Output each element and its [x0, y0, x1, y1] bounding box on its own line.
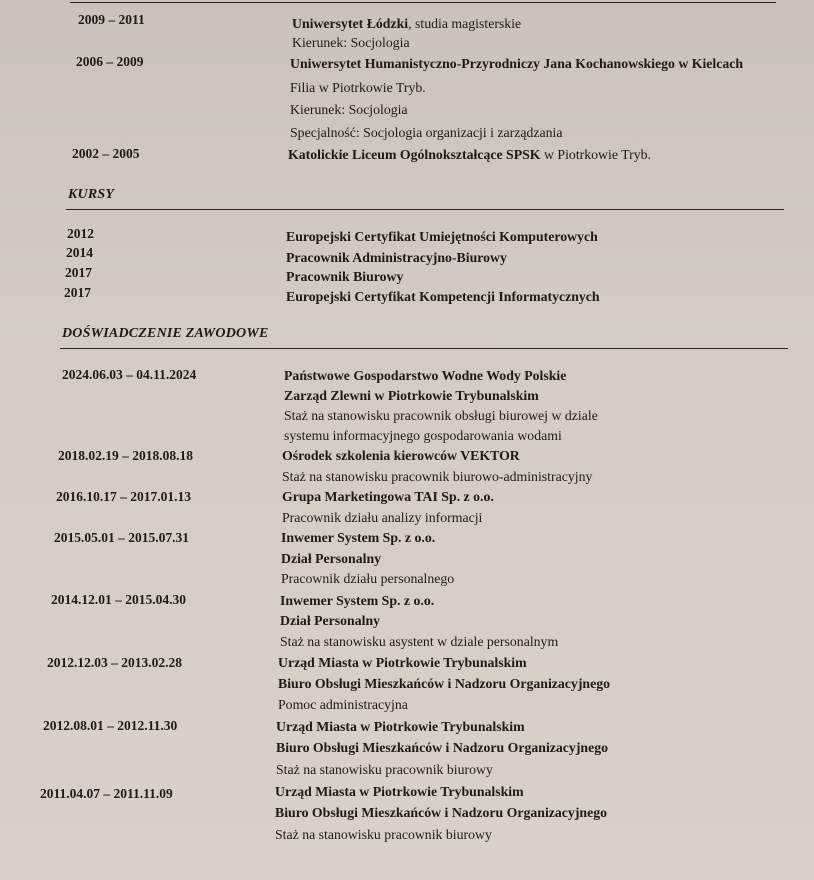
experience-line: Pracownik działu analizy informacji [282, 510, 483, 525]
experience-date: 2016.10.17 – 2017.01.13 [56, 489, 191, 504]
experience-rule [60, 348, 788, 349]
experience-line: Urząd Miasta w Piotrkowie Trybunalskim [278, 655, 527, 670]
education-line: Kierunek: Socjologia [292, 35, 410, 50]
courses-heading: KURSY [68, 187, 115, 202]
experience-line: Ośrodek szkolenia kierowców VEKTOR [282, 448, 520, 463]
experience-date: 2014.12.01 – 2015.04.30 [51, 592, 186, 607]
experience-line: Grupa Marketingowa TAI Sp. z o.o. [282, 489, 494, 504]
experience-line: Państwowe Gospodarstwo Wodne Wody Polskie [284, 368, 567, 383]
experience-line: Dział Personalny [281, 551, 382, 566]
experience-line: Staż na stanowisku pracownik biurowo-administracyjny [282, 469, 593, 484]
experience-date: 2024.06.03 – 04.11.2024 [62, 367, 197, 382]
course-title: Europejski Certyfikat Kompetencji Informatycznych [286, 289, 600, 304]
experience-line: Staż na stanowisku pracownik biurowy [276, 762, 493, 777]
experience-line: Pracownik działu personalnego [281, 571, 455, 586]
course-date: 2012 [67, 226, 94, 241]
course-title: Pracownik Administracyjno-Biurowy [286, 250, 507, 265]
experience-date: 2012.08.01 – 2012.11.30 [43, 718, 178, 733]
top-rule [70, 2, 776, 3]
courses-rule [66, 209, 784, 210]
education-line: Uniwersytet Łódzki, studia magisterskie [292, 16, 522, 31]
course-date: 2014 [66, 245, 93, 260]
education-date: 2002 – 2005 [72, 146, 140, 161]
experience-line: Biuro Obsługi Mieszkańców i Nadzoru Organizacyjnego [278, 676, 611, 691]
education-line: Kierunek: Socjologia [290, 102, 408, 117]
experience-date: 2015.05.01 – 2015.07.31 [54, 530, 189, 545]
education-line: Uniwersytet Humanistyczno-Przyrodniczy Jana Kochanowskiego w Kielcach [290, 56, 744, 71]
experience-line: Urząd Miasta w Piotrkowie Trybunalskim [276, 719, 525, 734]
experience-line: Dział Personalny [280, 613, 381, 628]
experience-line: Pomoc administracyjna [278, 697, 408, 712]
experience-line: Staż na stanowisku pracownik obsługi biurowej w dziale [284, 408, 598, 423]
education-line: Filia w Piotrkowie Tryb. [290, 80, 426, 95]
experience-line: Biuro Obsługi Mieszkańców i Nadzoru Organizacyjnego [275, 805, 608, 820]
experience-heading: DOŚWIADCZENIE ZAWODOWE [62, 326, 269, 341]
education-line: Katolickie Liceum Ogólnokształcące SPSK w Piotrkowie Tryb. [288, 147, 651, 162]
course-title: Pracownik Biurowy [286, 269, 404, 284]
experience-line: Inwemer System Sp. z o.o. [281, 530, 436, 545]
course-date: 2017 [64, 285, 91, 300]
experience-line: Zarząd Zlewni w Piotrkowie Trybunalskim [284, 388, 539, 403]
experience-line: systemu informacyjnego gospodarowania wodami [284, 428, 562, 443]
experience-line: Biuro Obsługi Mieszkańców i Nadzoru Organizacyjnego [276, 740, 609, 755]
experience-date: 2018.02.19 – 2018.08.18 [58, 448, 193, 463]
experience-line: Urząd Miasta w Piotrkowie Trybunalskim [275, 784, 524, 799]
education-date: 2006 – 2009 [76, 54, 144, 69]
experience-line: Staż na stanowisku asystent w dziale personalnym [280, 634, 559, 649]
experience-line: Inwemer System Sp. z o.o. [280, 593, 435, 608]
course-title: Europejski Certyfikat Umiejętności Komputerowych [286, 229, 598, 244]
experience-date: 2011.04.07 – 2011.11.09 [40, 786, 173, 801]
experience-date: 2012.12.03 – 2013.02.28 [47, 655, 182, 670]
education-line: Specjalność: Socjologia organizacji i zarządzania [290, 125, 563, 140]
course-date: 2017 [65, 265, 92, 280]
experience-line: Staż na stanowisku pracownik biurowy [275, 827, 492, 842]
education-date: 2009 – 2011 [78, 12, 145, 27]
